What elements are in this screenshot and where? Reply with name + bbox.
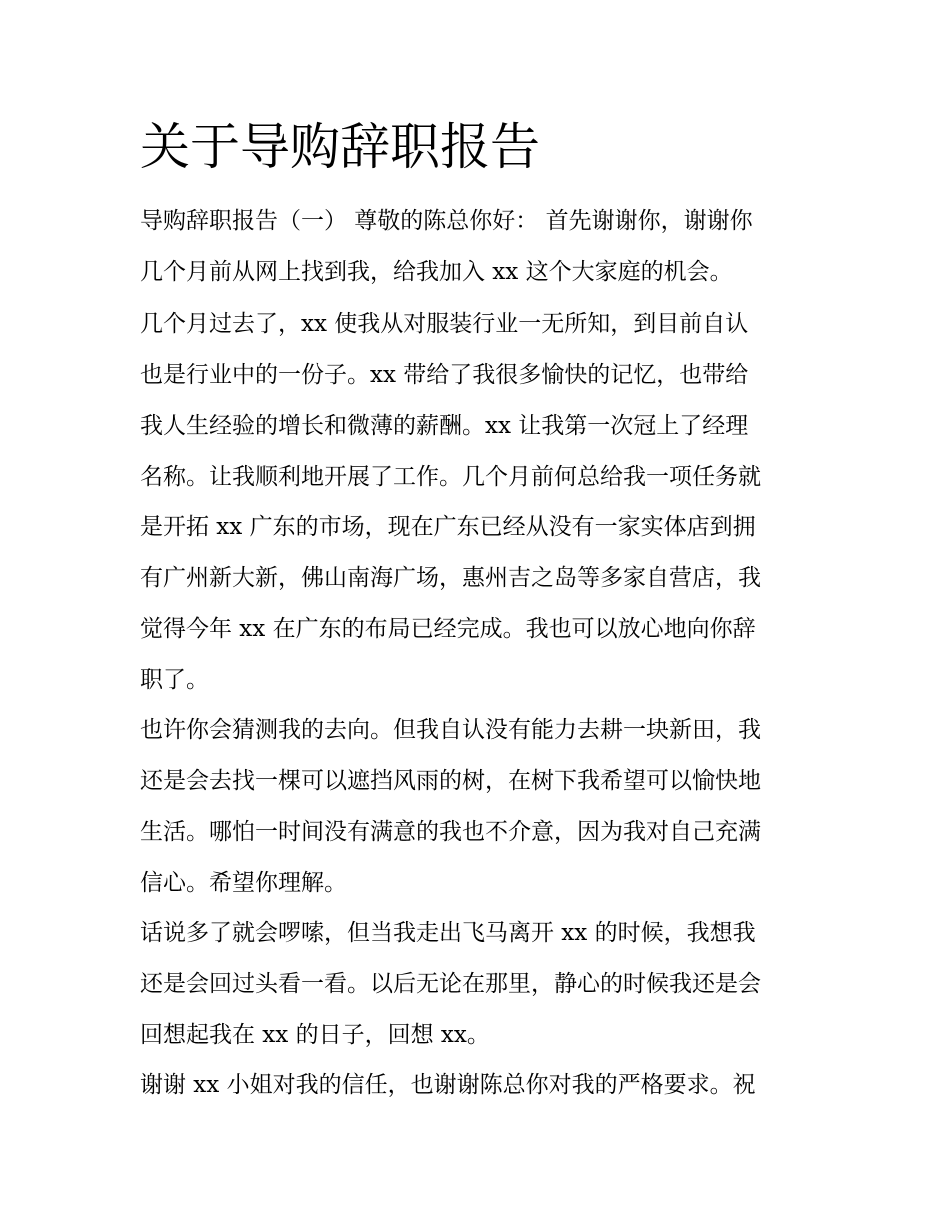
- body-line: 几个月前从网上找到我，给我加入 xx 这个大家庭的机会。: [140, 259, 733, 285]
- body-line: 还是会回过头看一看。以后无论在那里，静心的时候我还是会: [140, 971, 761, 997]
- body-line: 导购辞职报告（一） 尊敬的陈总你好： 首先谢谢你，谢谢你: [140, 208, 753, 234]
- body-line: 名称。让我顺利地开展了工作。几个月前何总给我一项任务就: [140, 464, 761, 490]
- body-line: 有广州新大新，佛山南海广场，惠州吉之岛等多家自营店，我: [140, 565, 761, 591]
- body-line: 还是会去找一棵可以遮挡风雨的树，在树下我希望可以愉快地: [140, 768, 761, 794]
- body-line: 话说多了就会啰嗦，但当我走出飞马离开 xx 的时候，我想我: [140, 920, 756, 946]
- body-line: 谢谢 xx 小姐对我的信任，也谢谢陈总你对我的严格要求。祝: [140, 1072, 756, 1098]
- body-line: 回想起我在 xx 的日子，回想 xx。: [140, 1022, 490, 1048]
- body-line: 也是行业中的一份子。xx 带给了我很多愉快的记忆，也带给: [140, 362, 749, 388]
- body-line: 是开拓 xx 广东的市场，现在广东已经从没有一家实体店到拥: [140, 514, 756, 540]
- body-line: 我人生经验的增长和微薄的薪酬。xx 让我第一次冠上了经理: [140, 413, 749, 439]
- body-line: 职了。: [140, 667, 209, 693]
- body-line: 也许你会猜测我的去向。但我自认没有能力去耕一块新田，我: [140, 717, 761, 743]
- body-line: 生活。哪怕一时间没有满意的我也不介意，因为我对自己充满: [140, 819, 761, 845]
- document-title: 关于导购辞职报告: [140, 118, 540, 176]
- body-line: 几个月过去了，xx 使我从对服装行业一无所知，到目前自认: [140, 311, 749, 337]
- body-line: 信心。希望你理解。: [140, 870, 347, 896]
- body-line: 觉得今年 xx 在广东的布局已经完成。我也可以放心地向你辞: [140, 616, 756, 642]
